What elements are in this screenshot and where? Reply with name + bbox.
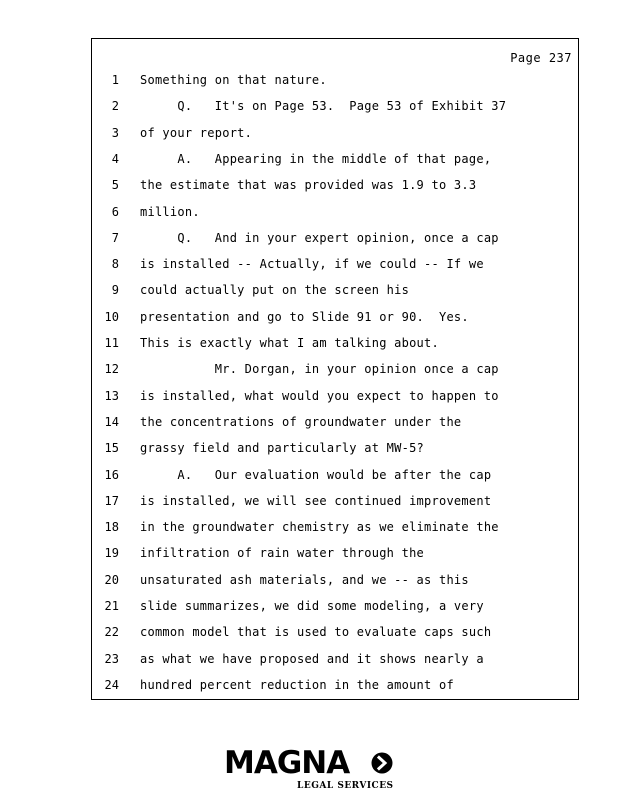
- transcript-line: [92, 625, 578, 651]
- line-text: is installed -- Actually, if we could -- If we: [140, 257, 484, 272]
- line-number: 19: [104, 546, 119, 561]
- line-text: common model that is used to evaluate caps such: [140, 625, 492, 640]
- transcript-line: [92, 441, 578, 467]
- line-number: 6: [111, 204, 119, 219]
- line-number: 9: [111, 283, 119, 298]
- line-number: 13: [104, 388, 119, 403]
- transcript-line: [92, 599, 578, 625]
- transcript-line: [92, 152, 578, 178]
- line-text: presentation and go to Slide 91 or 90. Yes.: [140, 309, 469, 324]
- line-text: the estimate that was provided was 1.9 to 3.3: [140, 178, 477, 193]
- line-text: of your report.: [140, 125, 253, 140]
- line-number: 14: [104, 414, 119, 429]
- line-number: 3: [111, 125, 119, 140]
- line-text: Q. And in your expert opinion, once a cap: [140, 230, 499, 245]
- line-number: 22: [104, 625, 119, 640]
- logo-wordmark: MAGNA: [224, 745, 350, 781]
- arrow-circle-icon: [371, 752, 393, 774]
- transcript-line: [92, 520, 578, 546]
- line-text: A. Our evaluation would be after the cap: [140, 467, 492, 482]
- page-number: Page 237: [510, 51, 572, 65]
- line-number: 4: [111, 151, 119, 166]
- line-text: Something on that nature.: [140, 73, 327, 87]
- logo-subtitle: LEGAL SERVICES: [297, 781, 394, 791]
- transcript-line: [92, 231, 578, 257]
- transcript-line: [92, 205, 578, 231]
- transcript-line: [92, 468, 578, 494]
- line-number: 10: [104, 309, 119, 324]
- line-text: Q. It's on Page 53. Page 53 of Exhibit 37: [140, 99, 507, 114]
- line-text: hundred percent reduction in the amount of: [140, 677, 454, 692]
- line-number: 24: [104, 677, 119, 692]
- line-text: A. Appearing in the middle of that page,: [140, 151, 492, 166]
- line-number: 23: [104, 651, 119, 666]
- transcript-line: [92, 415, 578, 441]
- transcript-line: [92, 336, 578, 362]
- transcript-line: [92, 494, 578, 520]
- transcript-line: [92, 283, 578, 309]
- transcript-line: [92, 126, 578, 152]
- line-number: 7: [111, 230, 119, 245]
- line-text: as what we have proposed and it shows nearly a: [140, 651, 484, 666]
- line-number: 18: [104, 520, 119, 535]
- line-number: 1: [111, 73, 119, 87]
- transcript-line: [92, 652, 578, 678]
- line-text: million.: [140, 204, 200, 219]
- line-text: could actually put on the screen his: [140, 283, 410, 298]
- transcript-line: [92, 362, 578, 388]
- line-text: grassy field and particularly at MW-5?: [140, 441, 425, 456]
- line-text: in the groundwater chemistry as we eliminate the: [140, 520, 499, 535]
- line-text: is installed, what would you expect to happen to: [140, 388, 499, 403]
- line-text: Mr. Dorgan, in your opinion once a cap: [140, 362, 499, 377]
- line-number: 12: [104, 362, 119, 377]
- line-number: 21: [104, 599, 119, 613]
- transcript-line: [92, 310, 578, 336]
- transcript-line: [92, 678, 578, 704]
- transcript-line: [92, 178, 578, 204]
- transcript-line: [92, 99, 578, 125]
- line-number: 17: [104, 493, 119, 508]
- line-text: This is exactly what I am talking about.: [140, 336, 439, 350]
- transcript-line: [92, 573, 578, 599]
- transcript-line: [92, 257, 578, 283]
- line-text: is installed, we will see continued improvement: [140, 493, 492, 508]
- line-number: 20: [104, 572, 119, 587]
- line-text: unsaturated ash materials, and we -- as this: [140, 572, 469, 587]
- line-number: 5: [111, 178, 119, 193]
- line-number: 11: [104, 336, 119, 350]
- transcript-line: [92, 73, 578, 99]
- line-number: 16: [104, 467, 119, 482]
- line-number: 15: [104, 441, 119, 456]
- line-text: the concentrations of groundwater under the: [140, 414, 462, 429]
- magna-logo: [224, 746, 396, 794]
- line-number: 2: [111, 99, 119, 114]
- line-text: infiltration of rain water through the: [140, 546, 425, 561]
- transcript-page: [91, 38, 579, 700]
- line-text: slide summarizes, we did some modeling, a very: [140, 599, 484, 613]
- transcript-line: [92, 546, 578, 572]
- line-number: 8: [111, 257, 119, 272]
- transcript-line: [92, 389, 578, 415]
